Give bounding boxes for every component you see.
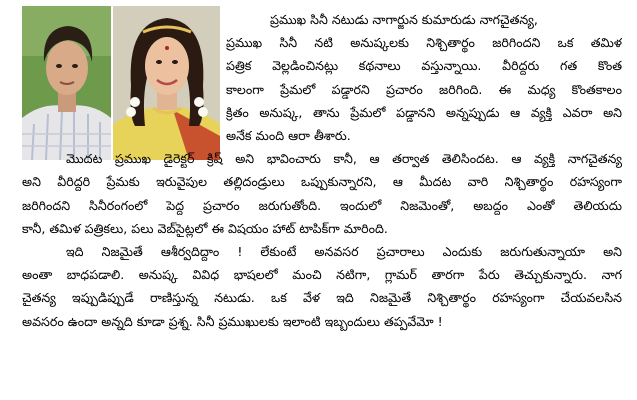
article-line: కాలంగా ప్రేమలో పడ్డారని ప్రచారం జరిగింది. ఈ మధ్య కొంతకాలం bbox=[226, 81, 622, 97]
news-article bbox=[22, 8, 622, 333]
article-line: అంతా బాధపడాలి. అనుష్క వివిధ భాషలలో మంచి నటిగా, గ్లామర్ తారగా పేరు తెచ్చుకున్నారు. నాగ bbox=[22, 267, 622, 283]
article-line: పత్రిక వెల్లడించినట్లు కథనాలు వస్తున్నాయి. వీరిద్దరు గత కొంత bbox=[226, 58, 622, 74]
article-line: చైతన్య ఇప్పుడిప్పుడే రాణిస్తున్న నటుడు. ఒక వేళ ఇది నిజమైతే నిశ్చితార్థం రహస్యంగా చేయవలసిన bbox=[22, 290, 622, 306]
article-line: ప్రముఖ సినీ నటి అనుష్కలకు నిశ్చితార్థం జరిగిందని ఒక తమిళ bbox=[226, 35, 622, 51]
article-line: ఇది నిజమైతే ఆశీర్వదిద్దాం ! లేకుంటే అనవసర ప్రచారాలు ఎందుకు జరుగుతున్నాయా అని bbox=[66, 244, 622, 260]
article-line: ప్రముఖ సినీ నటుడు నాగార్జున కుమారుడు నాగచైతన్య, bbox=[270, 12, 538, 27]
article-line: అవసరం ఉందా అన్నది కూడా ప్రశ్న. సినీ ప్రముఖులకు ఇలాంటి ఇబ్బందులు తప్పవేమో ! bbox=[22, 313, 443, 329]
article-line: కానీ, తమిళ పత్రికలు, పలు వెబ్‌సైట్లలో ఈ విషయం హాట్ టాపిక్‌గా మారింది. bbox=[22, 220, 388, 236]
article-line: అనేక మంది ఆరా తీశారు. bbox=[226, 128, 351, 144]
article-line: క్రితం అనుష్క, తాను ప్రేమలో పడ్డానని అన్నప్పుడు ఆ వ్యక్తి ఎవరా అని bbox=[226, 104, 622, 120]
article-line: మొదట ప్రముఖ డైరెక్టర్ క్రిష్ అని భావించారు కానీ, ఆ తర్వాత తెలిసిందట. ఆ వ్యక్తి నాగచైతన్య bbox=[66, 151, 622, 167]
article-line: జరిగిందని సినీరంగంలో పెద్ద ప్రచారం జరుగుతోంది. ఇందులో నిజమెంతో, అబద్దం ఎంతో తెలియదు bbox=[22, 197, 622, 213]
article-line: అని వీరిద్దరి ప్రేమకు ఇరువైపుల తల్లిదండ్రులు ఒప్పుకున్నారని, ఆ మీదట వారి నిశ్చితార్థం రహస్యంగా bbox=[22, 174, 622, 190]
